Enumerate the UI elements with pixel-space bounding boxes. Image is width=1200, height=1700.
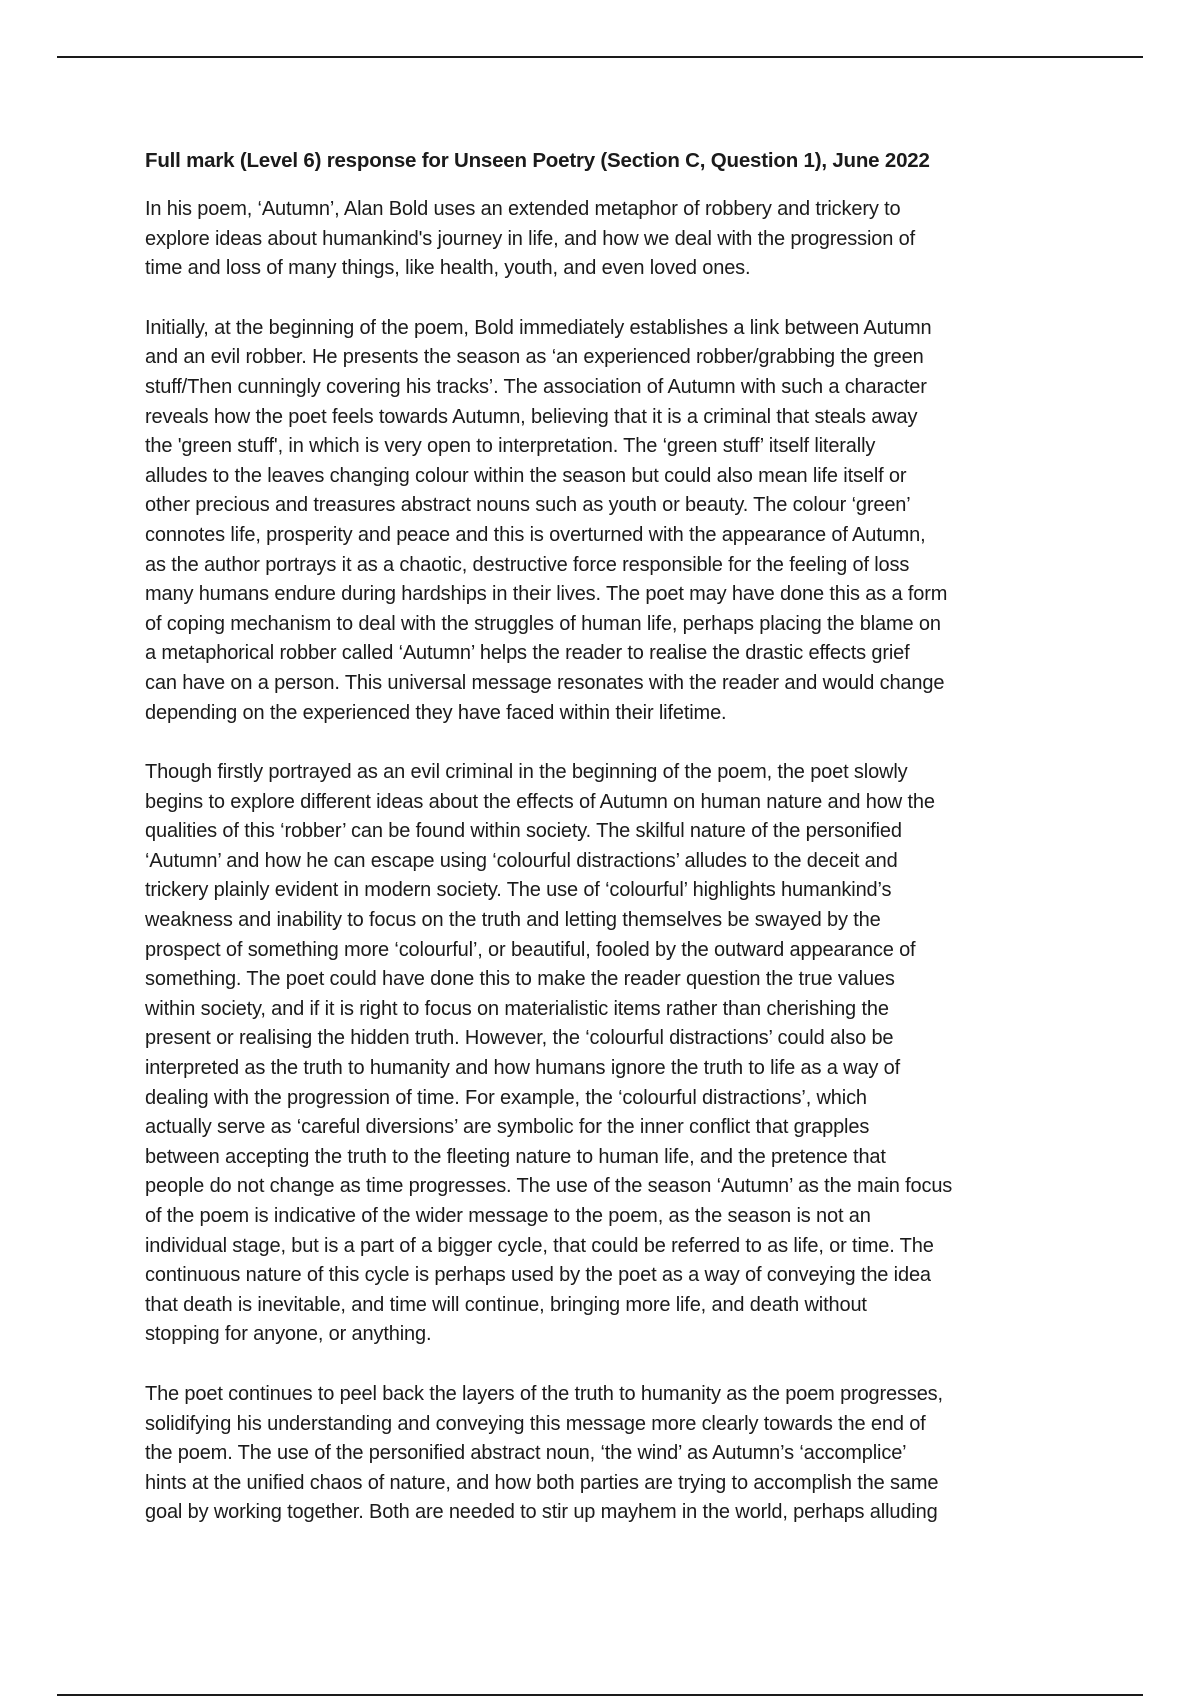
paragraph-line: The poet continues to peel back the layers of the truth to humanity as the poem progresses,	[145, 1382, 943, 1405]
paragraph-line: reveals how the poet feels towards Autumn, believing that it is a criminal that steals away	[145, 405, 918, 428]
paragraph-line: and an evil robber. He presents the season as ‘an experienced robber/grabbing the green	[145, 346, 924, 369]
paragraph-line: dealing with the progression of time. For example, the ‘colourful distractions’, which	[145, 1086, 867, 1109]
paragraph-line: stuff/Then cunningly covering his tracks’. The association of Autumn with such a character	[145, 375, 927, 398]
paragraph-line: the 'green stuff', in which is very open to interpretation. The ‘green stuff’ itself literally	[145, 435, 876, 458]
paragraph-line: a metaphorical robber called ‘Autumn’ helps the reader to realise the drastic effects grief	[145, 642, 910, 665]
paragraph-3	[145, 758, 1060, 1350]
paragraph-line: interpreted as the truth to humanity and how humans ignore the truth to life as a way of	[145, 1057, 901, 1080]
paragraph-line: ‘Autumn’ and how he can escape using ‘colourful distractions’ alludes to the deceit and	[145, 849, 898, 872]
paragraph-line: many humans endure during hardships in their lives. The poet may have done this as a form	[145, 583, 948, 606]
paragraph-line: goal by working together. Both are needed to stir up mayhem in the world, perhaps alluding	[145, 1501, 938, 1524]
paragraph-line: connotes life, prosperity and peace and this is overturned with the appearance of Autumn,	[145, 523, 926, 546]
paragraph-line: solidifying his understanding and conveying this message more clearly towards the end of	[145, 1412, 926, 1435]
paragraph-line: In his poem, ‘Autumn’, Alan Bold uses an extended metaphor of robbery and trickery to	[145, 198, 901, 220]
paragraph-line: alludes to the leaves changing colour within the season but could also mean life itself or	[145, 464, 907, 487]
paragraph-line: something. The poet could have done this to make the reader question the true values	[145, 968, 895, 991]
document-title: Full mark (Level 6) response for Unseen Poetry (Section C, Question 1), June 2022	[145, 149, 930, 172]
paragraph-line: within society, and if it is right to focus on materialistic items rather than cherishing the	[145, 997, 889, 1020]
paragraph-line: the poem. The use of the personified abstract noun, ‘the wind’ as Autumn’s ‘accomplice’	[145, 1442, 907, 1465]
paragraph-2	[145, 314, 1060, 728]
paragraph-line: hints at the unified chaos of nature, and how both parties are trying to accomplish the same	[145, 1471, 939, 1494]
paragraph-line: depending on the experienced they have faced within their lifetime.	[145, 701, 727, 724]
paragraph-line: individual stage, but is a part of a bigger cycle, that could be referred to as life, or time. The	[145, 1234, 934, 1257]
paragraph-line: other precious and treasures abstract nouns such as youth or beauty. The colour ‘green’	[145, 494, 911, 517]
paragraph-line: continuous nature of this cycle is perhaps used by the poet as a way of conveying the idea	[145, 1264, 931, 1287]
document-body	[145, 146, 1060, 1558]
paragraph-line: of the poem is indicative of the wider message to the poem, as the season is not an	[145, 1205, 871, 1227]
paragraph-line: as the author portrays it as a chaotic, destructive force responsible for the feeling of loss	[145, 553, 910, 576]
bottom-rule	[57, 1694, 1143, 1696]
paragraph-list	[145, 195, 1060, 1528]
paragraph-line: explore ideas about humankind's journey in life, and how we deal with the progression of	[145, 227, 915, 250]
paragraph-line: trickery plainly evident in modern society. The use of ‘colourful’ highlights humankind’s	[145, 879, 892, 902]
paragraph-line: that death is inevitable, and time will continue, bringing more life, and death without	[145, 1293, 867, 1316]
paragraph-line: can have on a person. This universal message resonates with the reader and would change	[145, 671, 945, 694]
paragraph-4	[145, 1380, 1060, 1528]
paragraph-line: prospect of something more ‘colourful’, or beautiful, fooled by the outward appearance of	[145, 938, 916, 961]
paragraph-1	[145, 195, 1060, 284]
paragraph-line: begins to explore different ideas about the effects of Autumn on human nature and how the	[145, 790, 935, 813]
paragraph-line: qualities of this ‘robber’ can be found within society. The skilful nature of the personified	[145, 820, 902, 843]
paragraph-line: people do not change as time progresses. The use of the season ‘Autumn’ as the main focus	[145, 1175, 953, 1198]
paragraph-line: of coping mechanism to deal with the struggles of human life, perhaps placing the blame on	[145, 612, 941, 635]
paragraph-line: Initially, at the beginning of the poem, Bold immediately establishes a link between Autumn	[145, 316, 932, 339]
paragraph-line: present or realising the hidden truth. However, the ‘colourful distractions’ could also be	[145, 1027, 894, 1050]
paragraph-line: weakness and inability to focus on the truth and letting themselves be swayed by the	[145, 909, 881, 932]
paragraph-line: Though firstly portrayed as an evil criminal in the beginning of the poem, the poet slowly	[145, 761, 908, 784]
paragraph-line: stopping for anyone, or anything.	[145, 1323, 432, 1346]
paragraph-line: actually serve as ‘careful diversions’ are symbolic for the inner conflict that grapples	[145, 1116, 870, 1139]
top-rule	[57, 56, 1143, 58]
paragraph-line: between accepting the truth to the fleeting nature to human life, and the pretence that	[145, 1145, 886, 1168]
paragraph-line: time and loss of many things, like health, youth, and even loved ones.	[145, 257, 751, 280]
